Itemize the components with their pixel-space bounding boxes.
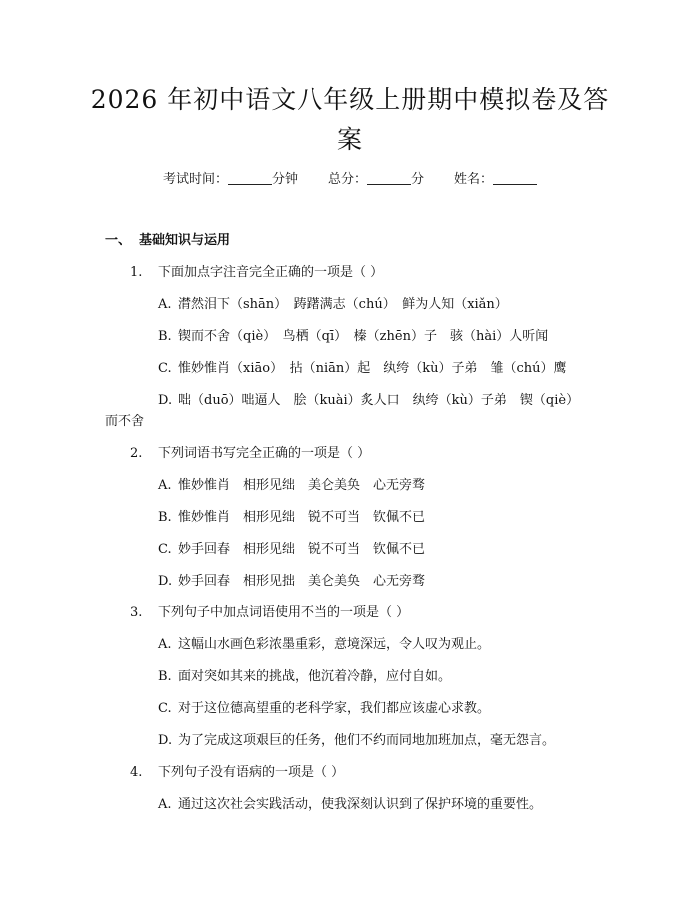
- question-text: 下列句子没有语病的一项是（ ）: [158, 765, 345, 780]
- option-text: 惟妙惟肖 相形见绌 锐不可当 钦佩不已: [178, 510, 426, 525]
- option-text: 潸然泪下（shān） 踌躇满志（chú） 鲜为人知（xiǎn）: [178, 297, 508, 312]
- option-text: 咄（duō）咄逼人 脍（kuài）炙人口 纨绔（kù）子弟 锲（qiè）: [178, 393, 580, 408]
- option-text: 对于这位德高望重的老科学家，我们都应该虚心求教。: [178, 701, 491, 716]
- question-number: 2.: [130, 446, 143, 461]
- option-text: 面对突如其来的挑战，他沉着冷静，应付自如。: [178, 669, 452, 684]
- question-text: 下面加点字注音完全正确的一项是（ ）: [158, 265, 384, 280]
- score-unit: 分: [411, 172, 425, 187]
- question: [130, 442, 370, 461]
- name-blank: [493, 171, 537, 185]
- option-letter: A.: [158, 797, 172, 812]
- option-letter: C.: [158, 542, 172, 557]
- time-unit: 分钟: [271, 172, 298, 187]
- time-label: 考试时间：: [162, 172, 228, 187]
- option: [158, 793, 542, 812]
- option-letter: D.: [158, 574, 173, 589]
- time-blank: [228, 171, 272, 185]
- option-letter: A.: [158, 478, 172, 493]
- score-label: 总分：: [327, 172, 367, 187]
- option-continuation: 而不舍: [105, 414, 145, 429]
- option-text: 妙手回春 相形见拙 美仑美奂 心无旁骛: [178, 574, 426, 589]
- title-line-2: 案: [336, 125, 363, 154]
- option-letter: D.: [158, 733, 173, 748]
- question: [130, 261, 383, 280]
- question-number: 1.: [130, 265, 143, 280]
- option: [158, 389, 579, 408]
- option-letter: C.: [158, 701, 172, 716]
- title-line-1: 2026 年初中语文八年级上册期中模拟卷及答: [90, 85, 610, 114]
- name-label: 姓名：: [454, 172, 494, 187]
- option-letter: C.: [158, 361, 172, 376]
- question-number: 4.: [130, 765, 143, 780]
- option: [158, 506, 425, 525]
- section-title: 基础知识与运用: [139, 233, 231, 248]
- question: [130, 601, 409, 620]
- option: [158, 665, 451, 684]
- option: [158, 293, 508, 312]
- section-number: 一、: [105, 233, 132, 248]
- question-text: 下列句子中加点词语使用不当的一项是（ ）: [158, 605, 410, 620]
- section-heading: [105, 229, 230, 248]
- option: [158, 697, 490, 716]
- question-text: 下列词语书写完全正确的一项是（ ）: [158, 446, 371, 461]
- option-letter: B.: [158, 669, 172, 684]
- option-text: 惟妙惟肖 相形见绌 美仑美奂 心无旁骛: [178, 478, 426, 493]
- option-letter: B.: [158, 329, 172, 344]
- option-text: 为了完成这项艰巨的任务，他们不约而同地加班加点，毫无怨言。: [178, 733, 556, 748]
- option: [158, 325, 548, 344]
- option-letter: D.: [158, 393, 173, 408]
- option: [158, 633, 490, 652]
- option-letter: A.: [158, 637, 172, 652]
- document-title: [90, 80, 610, 160]
- exam-info-line: [0, 168, 700, 187]
- score-blank: [367, 171, 411, 185]
- option-text: 惟妙惟肖（xiāo） 拈（niān）起 纨绔（kù）子弟 雏（chú）鹰: [178, 361, 567, 376]
- option-letter: A.: [158, 297, 172, 312]
- option-text: 通过这次社会实践活动，使我深刻认识到了保护环境的重要性。: [178, 797, 543, 812]
- option: [158, 474, 425, 493]
- option-text: 锲而不舍（qiè） 鸟栖（qī） 榛（zhēn）子 骇（hài）人听闻: [178, 329, 549, 344]
- question: [130, 761, 344, 780]
- option-text: 这幅山水画色彩浓墨重彩，意境深远，令人叹为观止。: [178, 637, 491, 652]
- option-letter: B.: [158, 510, 172, 525]
- option: [158, 570, 425, 589]
- option: [158, 729, 555, 748]
- option: [158, 538, 425, 557]
- question-number: 3.: [130, 605, 143, 620]
- option: [158, 357, 567, 376]
- option-text: 妙手回春 相形见绌 锐不可当 钦佩不已: [178, 542, 426, 557]
